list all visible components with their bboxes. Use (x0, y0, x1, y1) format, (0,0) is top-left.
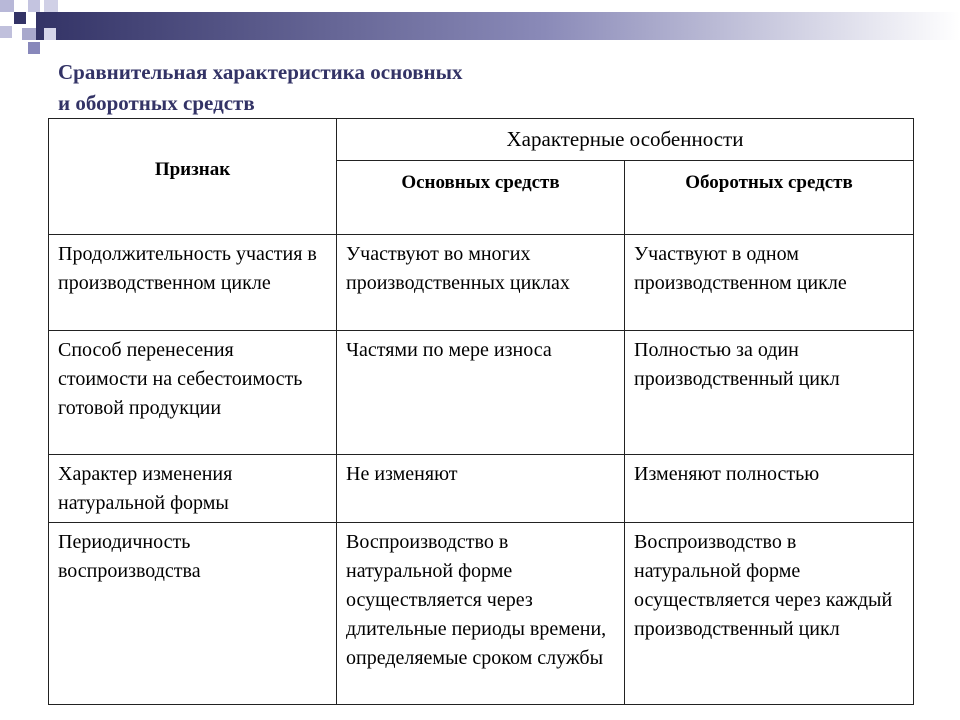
table-header-row (49, 119, 914, 161)
header-gradient-bar (36, 12, 960, 40)
table-row (49, 523, 914, 705)
header-decoration (0, 0, 960, 60)
deco-square-light (0, 0, 14, 12)
cell-current: Воспроизводство в натуральной форме осуществляется через каждый производственный цикл (625, 523, 914, 705)
slide-title-line-1: Сравнительная характеристика основных (58, 60, 463, 84)
cell-feature: Продолжительность участия в производственном цикле (49, 235, 337, 331)
header-feature: Признак (49, 119, 337, 235)
deco-square-mid (0, 26, 12, 38)
cell-feature: Периодичность воспроизводства (49, 523, 337, 705)
cell-fixed: Частями по мере износа (337, 331, 625, 455)
cell-feature: Способ перенесения стоимости на себестоимость готовой продукции (49, 331, 337, 455)
deco-square-mid (22, 28, 36, 40)
cell-fixed: Участвуют во многих производственных циклах (337, 235, 625, 331)
comparison-table (48, 118, 914, 705)
table-row (49, 331, 914, 455)
deco-square-light (28, 0, 40, 12)
cell-fixed: Воспроизводство в натуральной форме осуществляется через длительные периоды времени, определяемые сроком службы (337, 523, 625, 705)
cell-current: Участвуют в одном производственном цикле (625, 235, 914, 331)
cell-fixed: Не изменяют (337, 455, 625, 523)
deco-square-dark (14, 12, 26, 24)
table-row (49, 455, 914, 523)
header-fixed-assets: Основных средств (337, 161, 625, 235)
header-group: Характерные особенности (337, 119, 914, 161)
cell-feature: Характер изменения натуральной формы (49, 455, 337, 523)
deco-square-light (44, 28, 56, 40)
header-current-assets: Оборотных средств (625, 161, 914, 235)
slide-title-line-2: и оборотных средств (58, 91, 255, 115)
table-row (49, 235, 914, 331)
slide-title (58, 57, 463, 119)
deco-square-mid (28, 42, 40, 54)
cell-current: Полностью за один производственный цикл (625, 331, 914, 455)
deco-square-light (44, 0, 58, 12)
cell-current: Изменяют полностью (625, 455, 914, 523)
